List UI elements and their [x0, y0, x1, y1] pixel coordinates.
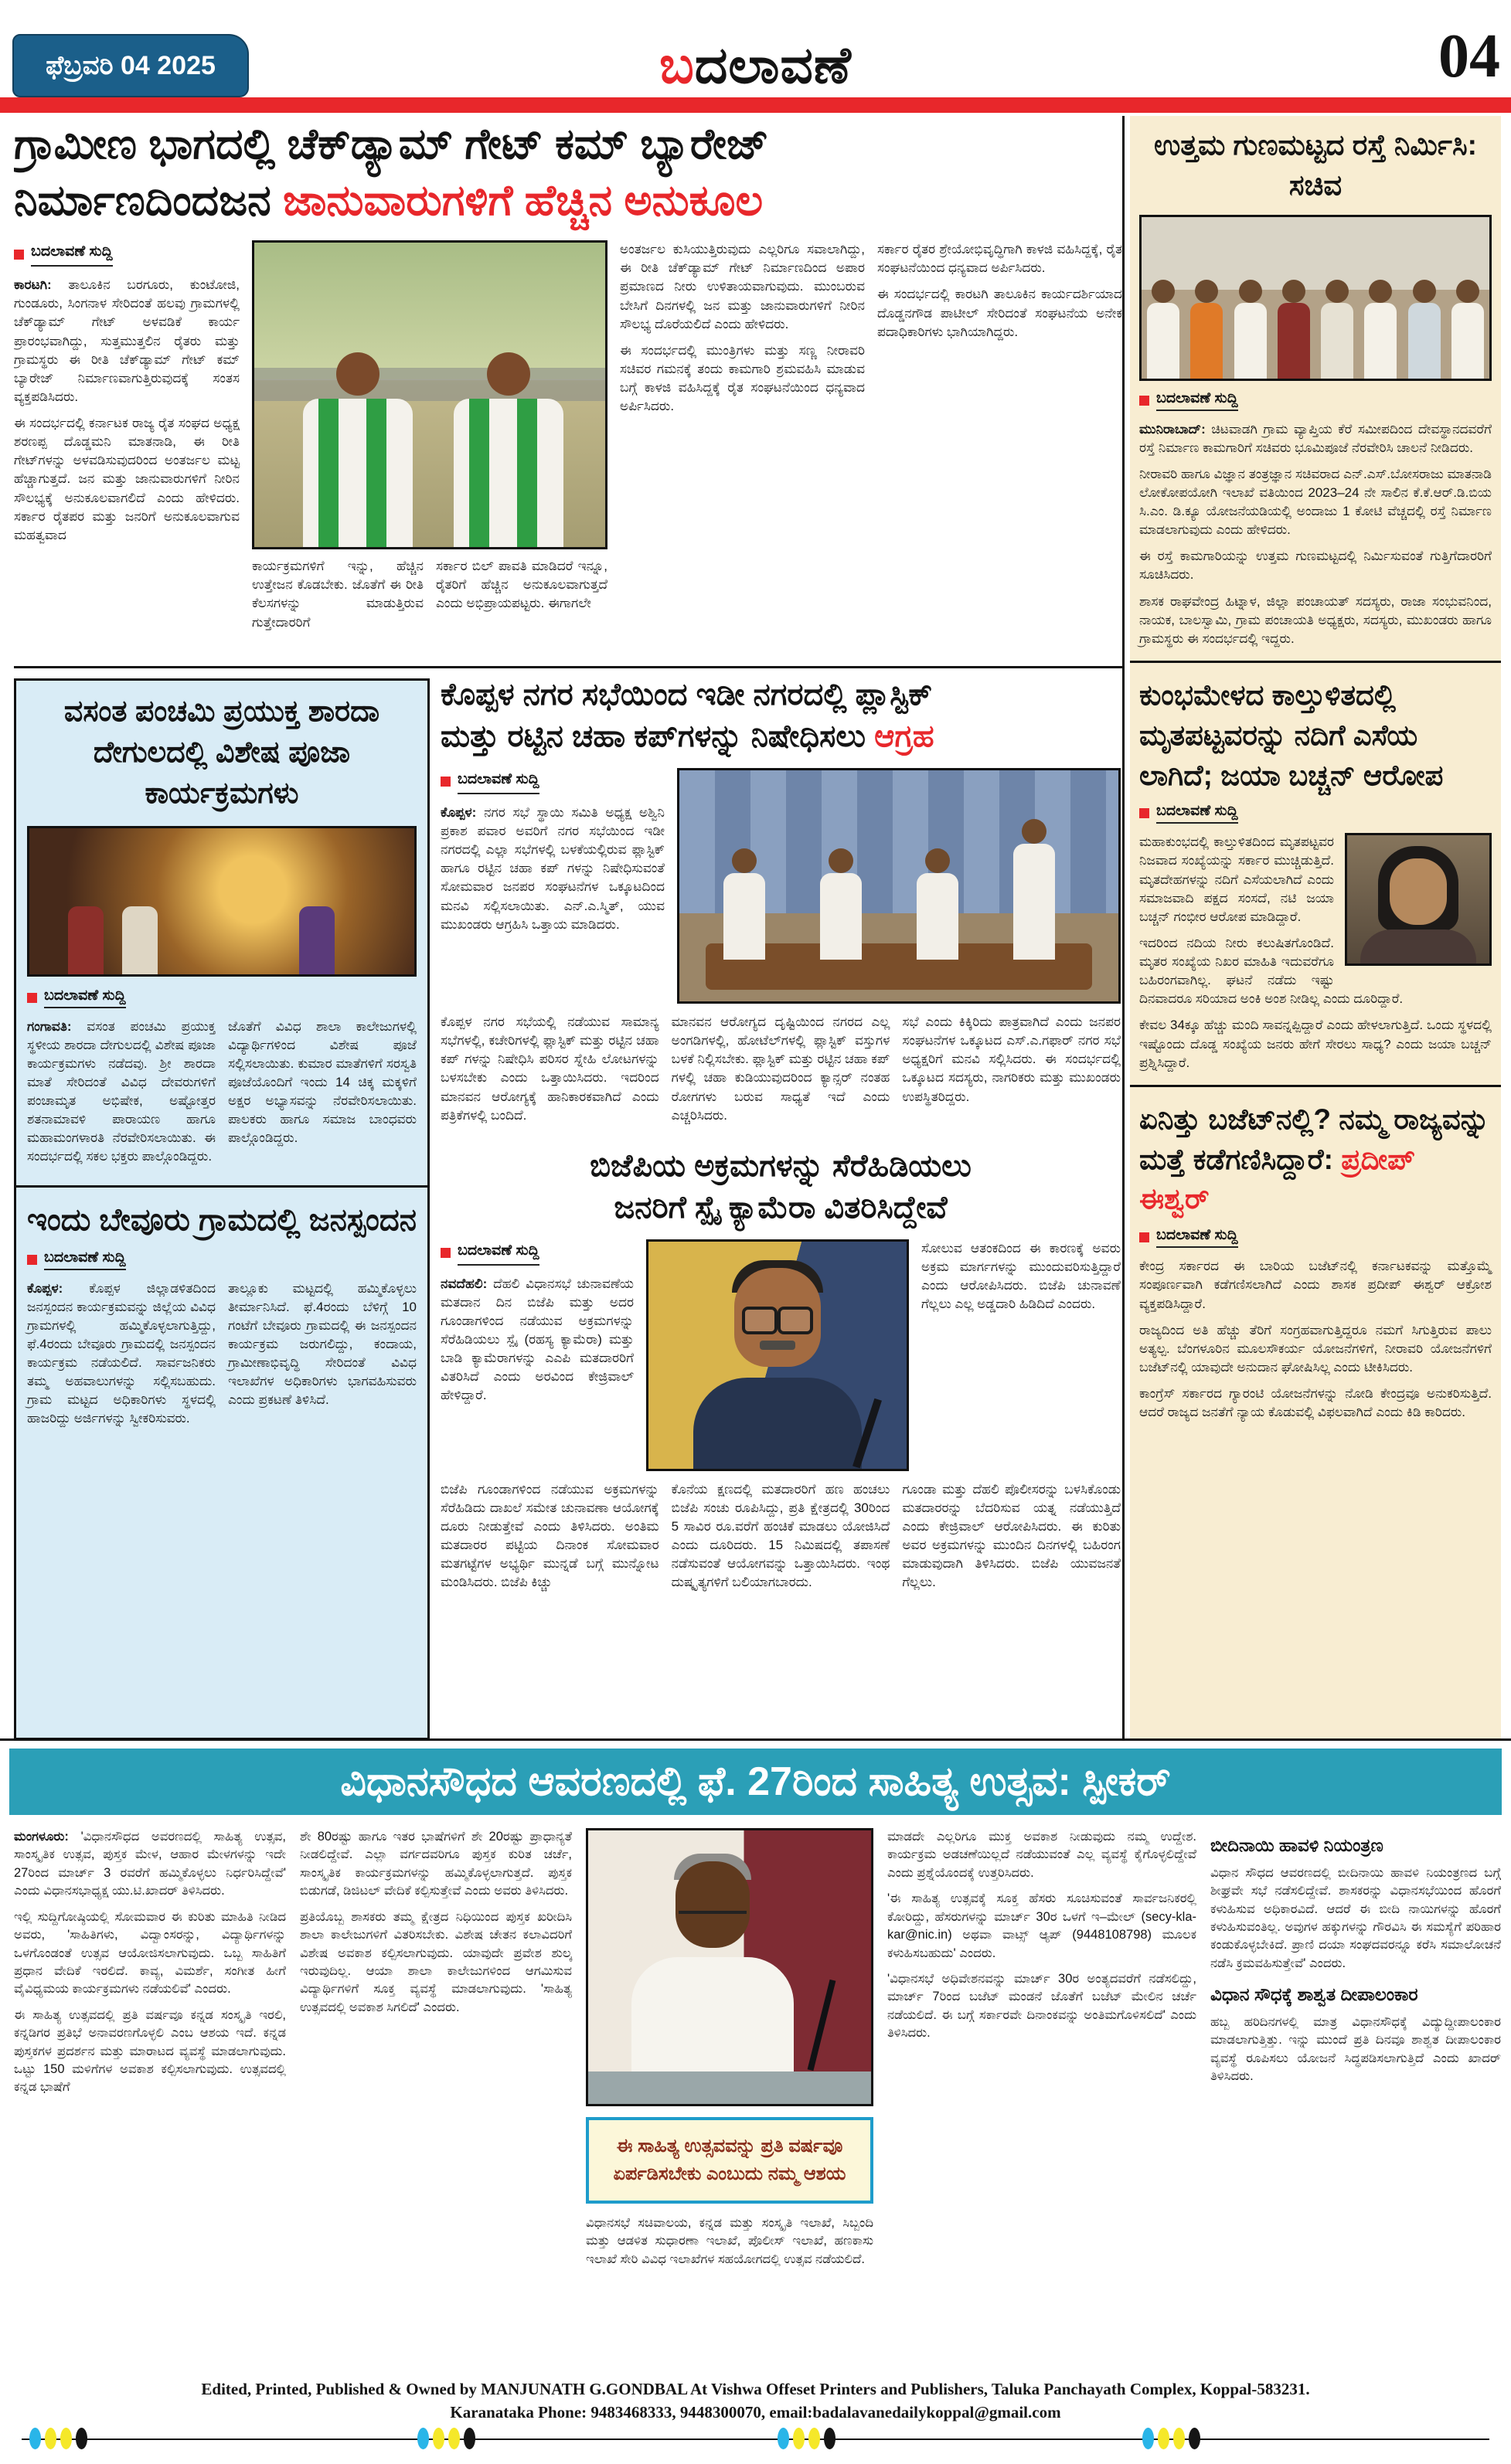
column-rule — [1122, 116, 1125, 1740]
pull-quote-box: ಈ ಸಾಹಿತ್ಯ ಉತ್ಸವವನ್ನು ಪ್ರತಿ ವರ್ಷವೂ ಏರ್ಪಡಿಸಬೇಕು ಎಂಬುದು ನಮ್ಮ ಆಶಯ — [586, 2117, 873, 2204]
panchami-headline: ವಸಂತ ಪಂಚಮಿ ಪ್ರಯುಕ್ತ ಶಾರದಾ ದೇಗುಲದಲ್ಲಿ ವಿಶೇಷ ಪೂಜಾ ಕಾರ್ಯಕ್ರಮಗಳು — [63, 695, 380, 811]
panchami-col2: ಜೊತೆಗೆ ವಿವಿಧ ಶಾಲಾ ಕಾಲೇಜುಗಳಲ್ಲಿ ವಿದ್ಯಾರ್ಥಿಗಳಿಂದ ವಿಶೇಷ ಪೂಜೆ ಸಲ್ಲಿಸಲಾಯಿತು. ಕುಮಾರ ಮಾತೆಗಳಿಗೆ ಸರಸ್ವತಿ ಪೂಜೆಯೊಂದಿಗೆ ಇಂದು 14 ಚಿಕ್ಕ ಮಕ್ಕಳಿಗೆ ಅಕ್ಷರ ಅಭ್ಯಾಸವನ್ನು ನೆರವೇರಿಸಲಾಯಿತು. ಪಾಲಕರು ಹಾಗೂ ಸಮಾಜ ಬಾಂಧವರು ಪಾಲ್ಗೊಂಡಿದ್ದರು. — [228, 1018, 417, 1146]
road-body: ಮುನಿರಾಬಾದ್: ಚಿಟವಾಡಗಿ ಗ್ರಾಮ ವ್ಯಾಪ್ತಿಯ ಕೆರೆ ಸಮೀಪದಿಂದ ದೇವಸ್ಥಾನದವರೆಗೆ ರಸ್ತೆ ನಿರ್ಮಾಣ ಕಾಮಗಾರಿಗೆ ಸಚಿವರು ಭೂಮಿಪೂಜೆ ನೆರವೇರಿಸಿ ಚಾಲನೆ ನೀಡಿದರು. ನೀರಾವರಿ ಹಾಗೂ ವಿಜ್ಞಾನ ತಂತ್ರಜ್ಞಾನ ಸಚಿವರಾದ ಎನ್.ಎಸ್.ಬೋಸರಾಜು ಮಾತನಾಡಿ ಲೋಕೋಪಯೋಗಿ ಇಲಾಖೆ ವತಿಯಿಂದ 2023–24 ನೇ ಸಾಲಿನ ಕೆ.ಕೆ.ಆರ್.ಡಿ.ಬಿಯ ಸಿ.ಎಂ. ಡಿ.ಕ್ಯೂ ಯೋಜನೆಯಡಿಯಲ್ಲಿ ಅಂದಾಜು 1 ಕೋಟಿ ವೆಚ್ಚದಲ್ಲಿ ರಸ್ತೆ ನಿರ್ಮಾಣ ಮಾಡಲಾಗುವುದು ಎಂದು ಹೇಳಿದರು. ಈ ರಸ್ತೆ ಕಾಮಗಾರಿಯನ್ನು ಉತ್ತಮ ಗುಣಮಟ್ಟದಲ್ಲಿ ನಿರ್ಮಿಸುವಂತೆ ಗುತ್ತಿಗೆದಾರರಿಗೆ ಸೂಚಿಸಿದರು. ಶಾಸಕ ರಾಘವೇಂದ್ರ ಹಿಟ್ನಾಳ, ಜಿಲ್ಲಾ ಪಂಚಾಯತ್ ಸದಸ್ಯರು, ರಾಜಾ ಸಂಭುವನಿಂದ, ನಾಯಕ, ಬಾಲಸ್ವಾಮಿ, ಗ್ರಾಮ ಪಂಚಾಯತಿ ಅಧ್ಯಕ್ಷರು, ಸದಸ್ಯರು, ಮುಖಂಡರು ಹಾಗೂ ಗ್ರಾಮಸ್ಥರು ಈ ಸಂದರ್ಭದಲ್ಲಿ ಇದ್ದರು. — [1139, 421, 1492, 646]
byline-bullet-icon — [14, 250, 24, 260]
official-figure — [917, 873, 958, 960]
byline-bullet-icon — [441, 777, 451, 787]
date-box — [12, 34, 249, 97]
dateline: ಕೊಪ್ಪಳ: — [441, 804, 477, 820]
crowd-figure — [1234, 303, 1267, 379]
page-number: 04 — [1438, 22, 1500, 90]
podium — [588, 2071, 871, 2104]
story-spy-camera — [441, 1145, 1121, 1592]
crowd-figure — [1190, 303, 1223, 379]
dateline: ಮುನಿರಾಬಾದ್: — [1139, 421, 1206, 437]
byline — [441, 770, 665, 794]
story-checkdam — [14, 116, 1122, 666]
byline — [27, 1249, 417, 1270]
checkdam-photo — [252, 240, 607, 549]
byline — [1139, 390, 1492, 411]
council-meeting-photo — [677, 768, 1121, 1004]
plastic-col2: ಮಾನವನ ಆರೋಗ್ಯದ ದೃಷ್ಟಿಯಿಂದ ನಗರದ ಎಲ್ಲ ಅಂಗಡಿಗಳಲ್ಲಿ, ಹೋಟೆಲ್‌ಗಳಲ್ಲಿ ಪ್ಲಾಸ್ಟಿಕ್ ವಸ್ತುಗಳ ಬಳಕೆ ನಿಲ್ಲಿಸಬೇಕು. ಪ್ಲಾಸ್ಟಿಕ್ ಮತ್ತು ರಟ್ಟಿನ ಚಹಾ ಕಪ್ ಗಳಲ್ಲಿ ಚಹಾ ಕುಡಿಯುವುದರಿಂದ ಕ್ಯಾನ್ಸರ್ ನಂತಹ ರೋಗಗಳು ಬರುವ ಸಾಧ್ಯತೆ ಇದೆ ಎಂದು ಎಚ್ಚರಿಸಿದರು. — [671, 1014, 890, 1123]
checkdam-col3: ಅಂತರ್ಜಲ ಕುಸಿಯುತ್ತಿರುವುದು ಎಲ್ಲರಿಗೂ ಸವಾಲಾಗಿದ್ದು, ಈ ರೀತಿ ಚೆಕ್‌ಡ್ಯಾಮ್ ಗೇಟ್ ನಿರ್ಮಾಣದಿಂದ ಅಪಾರ ಪ್ರಮಾಣದ ನೀರು ಉಳಿತಾಯವಾಗುವುದು. ಮುಂಬರುವ ಬೇಸಿಗೆ ದಿನಗಳಲ್ಲಿ ಜನ ಮತ್ತು ಜಾನುವಾರುಗಳಿಗೆ ನೀರಿನ ಸೌಲಭ್ಯ ದೊರೆಯಲಿದೆ ಎಂದು ಹೇಳಿದರು. ಈ ಸಂದರ್ಭದಲ್ಲಿ ಮುಂತ್ರಿಗಳು ಮತ್ತು ಸಣ್ಣ ನೀರಾವರಿ ಸಚಿವರ ಗಮನಕ್ಕೆ ತಂದು ಕಾಮಗಾರಿ ಶ್ರಮವಹಿಸಿ ಮಾಡುವ ಬಗ್ಗೆ ಕಾಳಜಿ ವಹಿಸಿದ್ದಕ್ಕೆ ರೈತ ಸಂಘಟನೆಯಿಂದ ಧನ್ಯವಾದ ಅರ್ಪಿಸಿದರು. — [620, 242, 865, 414]
subhead-lighting: ವಿಧಾನ ಸೌಧಕ್ಕೆ ಶಾಶ್ವತ ದೀಪಾಲಂಕಾರ — [1210, 1984, 1418, 2005]
checkdam-col4: ಸರ್ಕಾರ ರೈತರ ಶ್ರೇಯೋಭಿವೃದ್ಧಿಗಾಗಿ ಕಾಳಜಿ ವಹಿಸಿದ್ದಕ್ಕೆ, ರೈತ ಸಂಘಟನೆಯಿಂದ ಧನ್ಯವಾದ ಅರ್ಪಿಸಿದರು. ಈ ಸಂದರ್ಭದಲ್ಲಿ ಕಾರಟಗಿ ತಾಲೂಕಿನ ಕಾರ್ಯದರ್ಶಿಯಾದ ದೊಡ್ಡನಗೌಡ ಪಾಟೀಲ್ ಸೇರಿದಂತೆ ಸಂಘಟನೆಯ ಅನೇಕ ಪದಾಧಿಕಾರಿಗಳು ಭಾಗಿಯಾಗಿದ್ದರು. — [877, 242, 1122, 339]
byline-label: ಬದಲಾವಣೆ ಸುದ್ದಿ — [1156, 390, 1238, 411]
plastic-headline-red: ಆಗ್ರಹ — [874, 719, 934, 753]
crowd-figure — [1451, 303, 1484, 379]
masthead — [659, 36, 852, 97]
checkdam-headline-line2-red: ಜಾನುವಾರುಗಳಿಗೆ ಹೆಚ್ಚಿನ ಅನುಕೂಲ — [283, 175, 764, 224]
bevuru-col1: ಕೊಪ್ಪಳ: ಕೊಪ್ಪಳ ಜಿಲ್ಲಾಡಳಿತದಿಂದ ಜನಸ್ಪಂದನ ಕಾರ್ಯಕ್ರಮವನ್ನು ಜಿಲ್ಲೆಯ ವಿವಿಧ ಗ್ರಾಮಗಳಲ್ಲಿ ಹಮ್ಮಿಕೊಳ್ಳಲಾಗುತ್ತಿದ್ದು, ಫೆ.4ರಂದು ಬೇವೂರು ಗ್ರಾಮದಲ್ಲಿ ಜನಸ್ಪಂದನ ಕಾರ್ಯಕ್ರಮ ನಡೆಯಲಿದೆ. ಸಾರ್ವಜನಿಕರು ತಮ್ಮ ಅಹವಾಲುಗಳನ್ನು ಸಲ್ಲಿಸಬಹುದು. ಗ್ರಾಮ ಮಟ್ಟದ ಅಧಿಕಾರಿಗಳು ಸ್ಥಳದಲ್ಲಿ ಹಾಜರಿದ್ದು ಅರ್ಜಿಗಳನ್ನು ಸ್ವೀಕರಿಸುವರು. — [27, 1280, 216, 1426]
color-registration-group — [29, 2428, 87, 2449]
sahitya-col4: ಮಾಡದೇ ಎಲ್ಲರಿಗೂ ಮುಕ್ತ ಅವಕಾಶ ನೀಡುವುದು ನಮ್ಮ ಉದ್ದೇಶ. ಕಾರ್ಯಕ್ರಮ ಅಡಚಣೆಯಿಲ್ಲದೆ ನಡೆಯುವಂತೆ ಎಲ್ಲ ವ್ಯವಸ್ಥೆ ಕೈಗೊಳ್ಳಲಿದ್ದೇವೆ ಎಂದು ಪ್ರಶ್ನೆಯೊಂದಕ್ಕೆ ಉತ್ತರಿಸಿದರು. 'ಈ ಸಾಹಿತ್ಯ ಉತ್ಸವಕ್ಕೆ ಸೂಕ್ತ ಹೆಸರು ಸೂಚಿಸುವಂತೆ ಸಾರ್ವಜನಿಕರಲ್ಲಿ ಕೋರಿದ್ದು, ಹೆಸರುಗಳನ್ನು ಮಾರ್ಚ್ 30ರ ಒಳಗೆ ಇ–ಮೇಲ್ (secy-kla-kar@nic.in) ಅಥವಾ ವಾಟ್ಸ್ ಆ್ಯಪ್ (9448108798) ಮೂಲಕ ಕಳುಹಿಸಬಹುದು' ಎಂದರು. 'ವಿಧಾನಸಭೆ ಅಧಿವೇಶನವನ್ನು ಮಾರ್ಚ್ 30ರ ಅಂತ್ಯದವರೆಗೆ ನಡೆಸಲಿದ್ದು, ಮಾರ್ಚ್ 7ರಿಂದ ಬಜೆಟ್ ಮಂಡನೆ ಜೊತೆಗೆ ಬಜೆಟ್ ಮೇಲಿನ ಚರ್ಚೆ ನಡೆಯಲಿದೆ. ಈ ಬಗ್ಗೆ ಸರ್ಕಾರವೇ ದಿನಾಂಕವನ್ನು ಅಂತಿಮಗೊಳಿಸಲಿದೆ' ಎಂದು ತಿಳಿಸಿದರು. — [887, 1830, 1196, 2041]
devotee-figure — [68, 906, 104, 974]
jaya-bachchan-photo — [1345, 833, 1492, 966]
color-registration-group — [1142, 2428, 1200, 2449]
road-headline: ಉತ್ತಮ ಗುಣಮಟ್ಟದ ರಸ್ತೆ ನಿರ್ಮಿಸಿ: ಸಚಿವ — [1154, 129, 1477, 201]
story-kumbh — [1139, 675, 1492, 1072]
kejriwal-photo — [646, 1239, 909, 1471]
sahitya-col2: ಶೇ 80ರಷ್ಟು ಹಾಗೂ ಇತರ ಭಾಷೆಗಳಿಗೆ ಶೇ 20ರಷ್ಟು ಪ್ರಾಧಾನ್ಯತೆ ನೀಡಲಿದ್ದೇವೆ. ಎಲ್ಲಾ ವರ್ಗದವರಿಗೂ ಪುಸ್ತಕ ಕುರಿತ ಚರ್ಚೆ, ಸಾಂಸ್ಕೃತಿಕ ಕಾರ್ಯಕ್ರಮಗಳನ್ನು ಹಮ್ಮಿಕೊಳ್ಳಲಾಗುತ್ತದೆ. ಪುಸ್ತಕ ಬಿಡುಗಡೆ, ಡಿಜಿಟಲ್ ವೇದಿಕೆ ಕಲ್ಪಿಸುತ್ತೇವೆ ಎಂದು ಅವರು ತಿಳಿಸಿದರು. ಪ್ರತಿಯೊಬ್ಬ ಶಾಸಕರು ತಮ್ಮ ಕ್ಷೇತ್ರದ ನಿಧಿಯಿಂದ ಪುಸ್ತಕ ಖರೀದಿಸಿ ಶಾಲಾ ಕಾಲೇಜುಗಳಿಗೆ ವಿತರಿಸಬೇಕು. ವಿಶೇಷ ಚೇತನ ಕಲಾವಿದರಿಗೆ ವಿಶೇಷ ಅವಕಾಶ ಕಲ್ಪಿಸಲಾಗುವುದು. ಯಾವುದೇ ಪ್ರವೇಶ ಶುಲ್ಕ ಇರುವುದಿಲ್ಲ. ಆಯಾ ಶಾಲಾ ಕಾಲೇಜುಗಳಿಂದ ಆಗಮಿಸುವ ವಿದ್ಯಾರ್ಥಿಗಳಿಗೆ ಸೂಕ್ತ ವ್ಯವಸ್ಥೆ ಮಾಡಲಾಗುವುದು. 'ಸಾಹಿತ್ಯ ಉತ್ಸವದಲ್ಲಿ ಅವಕಾಶ ಸಿಗಲಿದೆ' ಎಂದರು. — [300, 1830, 572, 2014]
byline — [1139, 1227, 1492, 1248]
sahitya-col3: ಈ ಸಾಹಿತ್ಯ ಉತ್ಸವವನ್ನು ಪ್ರತಿ ವರ್ಷವೂ ಏರ್ಪಡಿಸಬೇಕು ಎಂಬುದು ನಮ್ಮ ಆಶಯ ವಿಧಾನಸಭೆ ಸಚಿವಾಲಯ, ಕನ್ನಡ ಮತ್ತು ಸಂಸ್ಕೃತಿ ಇಲಾಖೆ, ಸಿಬ್ಬಂದಿ ಮತ್ತು ಆಡಳಿತ ಸುಧಾರಣಾ ಇಲಾಖೆ, ಪೊಲೀಸ್ ಇಲಾಖೆ, ಹಣಕಾಸು ಇಲಾಖೆ ಸೇರಿ ವಿವಿಧ ಇಲಾಖೆಗಳ ಸಹಯೋಗದಲ್ಲಿ ಉತ್ಸವ ನಡೆಯಲಿದೆ. — [586, 1828, 873, 2369]
dateline: ಗಂಗಾವತಿ: — [27, 1018, 72, 1034]
checkdam-text-under-photo-left: ಕಾರ್ಯಕ್ರಮಗಳಿಗೆ ಇನ್ನು, ಹೆಚ್ಚಿನ ಉತ್ತೇಜನ ಕೊಡಬೇಕು. ಜೊತೆಗೆ ಈ ರೀತಿ ಕೆಲಸಗಳನ್ನು ಮಾಡುತ್ತಿರುವ ಗುತ್ತೇದಾರರಿಗೆ — [252, 559, 424, 630]
bevuru-headline: ಇಂದು ಬೇವೂರು ಗ್ರಾಮದಲ್ಲಿ ಜನಸ್ಪಂದನ — [27, 1202, 417, 1237]
spycam-headline: ಬಿಜೆಪಿಯ ಅಕ್ರಮಗಳನ್ನು ಸೆರೆಹಿಡಿಯಲು ಜನರಿಗೆ ಸ್ಪೈ ಕ್ಯಾಮೆರಾ ವಿತರಿಸಿದ್ದೇವೆ — [590, 1148, 972, 1225]
spycam-below-col3: ಗೂಂಡಾ ಮತ್ತು ದೆಹಲಿ ಪೊಲೀಸರನ್ನು ಬಳಸಿಕೊಂಡು ಮತದಾರರನ್ನು ಬೆದರಿಸುವ ಯತ್ನ ನಡೆಯುತ್ತಿದೆ ಎಂದು ಕೇಜ್ರಿವಾಲ್ ಆರೋಪಿಸಿದರು. ಈ ಕುರಿತು ಅವರ ಅಕ್ರಮಗಳನ್ನು ಮುಂದಿನ ದಿನಗಳಲ್ಲಿ ಬಹಿರಂಗ ಮಾಡುವುದಾಗಿ ತಿಳಿಸಿದರು. ಬಿಜೆಪಿ ಯುವಜನತೆ ಗೆಲ್ಲಲು. — [902, 1481, 1121, 1590]
plastic-col1: ಕೊಪ್ಪಳ ನಗರ ಸಭೆಯಲ್ಲಿ ನಡೆಯುವ ಸಾಮಾನ್ಯ ಸಭೆಗಳಲ್ಲಿ, ಕಚೇರಿಗಳಲ್ಲಿ ಪ್ಲಾಸ್ಟಿಕ್ ಮತ್ತು ರಟ್ಟಿನ ಚಹಾ ಕಪ್ ಗಳನ್ನು ನಿಷೇಧಿಸಿ ಪರಿಸರ ಸ್ನೇಹಿ ಲೋಟಗಳನ್ನು ಬಳಸಬೇಕು ಎಂದು ಒತ್ತಾಯಿಸಿದರು. ಇದರಿಂದ ಮಾನವನ ಆರೋಗ್ಯಕ್ಕೆ ಹಾನಿಕಾರಕವಾಗಿದೆ ಎಂದು ಪತ್ರಿಕೆಗಳಲ್ಲಿ ಬಂದಿದೆ. — [441, 1014, 659, 1123]
bevuru-col2: ತಾಲ್ಲೂಕು ಮಟ್ಟದಲ್ಲಿ ಹಮ್ಮಿಕೊಳ್ಳಲು ತೀರ್ಮಾನಿಸಿದೆ. ಫೆ.4ರಂದು ಬೆಳಿಗ್ಗೆ 10 ಗಂಟೆಗೆ ಬೇವೂರು ಗ್ರಾಮದಲ್ಲಿ ಈ ಜನಸ್ಪಂದನ ಕಾರ್ಯಕ್ರಮ ಜರುಗಲಿದ್ದು, ಕಂದಾಯ, ಗ್ರಾಮೀಣಾಭಿವೃದ್ಧಿ ಸೇರಿದಂತೆ ವಿವಿಧ ಇಲಾಖೆಗಳ ಅಧಿಕಾರಿಗಳು ಭಾಗವಹಿಸುವರು ಎಂದು ಪ್ರಕಟಣೆ ತಿಳಿಸಿದೆ. — [228, 1280, 417, 1408]
kumbh-body: ಮಹಾಕುಂಭದಲ್ಲಿ ಕಾಲ್ತುಳಿತದಿಂದ ಮೃತಪಟ್ಟವರ ನಿಜವಾದ ಸಂಖ್ಯೆಯನ್ನು ಸರ್ಕಾರ ಮುಚ್ಚಿಡುತ್ತಿದೆ. ಮೃತದೇಹಗಳನ್ನು ನದಿಗೆ ಎಸೆಯಲಾಗಿದೆ ಎಂದು ಸಮಾಜವಾದಿ ಪಕ್ಷದ ಸಂಸದೆ, ನಟಿ ಜಯಾ ಬಚ್ಚನ್ ಗಂಭೀರ ಆರೋಪ ಮಾಡಿದ್ದಾರೆ. ಇದರಿಂದ ನದಿಯ ನೀರು ಕಲುಷಿತಗೊಂಡಿದೆ. ಮೃತರ ಸಂಖ್ಯೆಯ ನಿಖರ ಮಾಹಿತಿ ಇದುವರೆಗೂ ಬಹಿರಂಗವಾಗಿಲ್ಲ. ಘಟನೆ ನಡೆದು ಇಷ್ಟು ದಿನವಾದರೂ ಸರಿಯಾದ ಅಂಕಿ ಅಂಶ ನೀಡಿಲ್ಲ ಎಂದು ದೂರಿದ್ದಾರೆ. ಕೇವಲ 34ಕ್ಕೂ ಹೆಚ್ಚು ಮಂದಿ ಸಾವನ್ನಪ್ಪಿದ್ದಾರೆ ಎಂದು ಹೇಳಲಾಗುತ್ತಿದೆ. ಒಂದು ಸ್ಥಳದಲ್ಲಿ ಇಷ್ಟೊಂದು ದೊಡ್ಡ ಸಂಖ್ಯೆಯ ಜನರು ಹೇಗೆ ಸೇರಲು ಸಾಧ್ಯ? ಎಂದು ಜಯಾ ಬಚ್ಚನ್ ಪ್ರಶ್ನಿಸಿದ್ದಾರೆ. — [1139, 834, 1492, 1070]
byline — [27, 987, 417, 1008]
registration-marks — [22, 2439, 1489, 2440]
spycam-col1: ಬದಲಾವಣೆ ಸುದ್ದಿ ನವದೆಹಲಿ: ದೆಹಲಿ ವಿಧಾನಸಭೆ ಚುನಾವಣೆಯ ಮತದಾನ ದಿನ ಬಿಜೆಪಿ ಮತ್ತು ಅದರ ಗೂಂಡಾಗಳಿಂದ ನಡೆಯುವ ಅಕ್ರಮಗಳನ್ನು ಸೆರೆಹಿಡಿಯಲು ಸ್ಪೈ (ರಹಸ್ಯ ಕ್ಯಾಮೆರಾ) ಮತ್ತು ಬಾಡಿ ಕ್ಯಾಮೆರಾಗಳನ್ನು ಎಎಪಿ ಮತದಾರರಿಗೆ ವಿತರಿಸಿದೆ ಎಂದು ಅರವಿಂದ ಕೇಜ್ರಿವಾಲ್ ಹೇಳಿದ್ದಾರೆ. — [441, 1242, 634, 1403]
story-road-quality — [1139, 125, 1492, 648]
plastic-headline: ಕೊಪ್ಪಳ ನಗರ ಸಭೆಯಿಂದ ಇಡೀ ನಗರದಲ್ಲಿ ಪ್ಲಾಸ್ಟಿಕ್ ಮತ್ತು ರಟ್ಟಿನ ಚಹಾ ಕಪ್‌ಗಳನ್ನು ನಿಷೇಧಿಸಲು ಆಗ್ರಹ — [441, 678, 934, 753]
glasses — [737, 1307, 818, 1330]
kumbh-headline: ಕುಂಭಮೇಳದ ಕಾಲ್ತುಳಿತದಲ್ಲಿ ಮೃತಪಟ್ಟವರನ್ನು ನದಿಗೆ ಎಸೆಯ ಲಾಗಿದೆ; ಜಯಾ ಬಚ್ಚನ್ ಆರೋಪ — [1139, 678, 1444, 791]
right-column — [1130, 116, 1501, 1740]
official-figure — [1013, 844, 1055, 960]
devotee-figure — [299, 906, 335, 974]
checkdam-headline-line2: ನಿರ್ಮಾಣದಿಂದಜನ — [14, 175, 271, 224]
subhead-stray-dogs: ಬೀದಿನಾಯಿ ಹಾವಳಿ ನಿಯಂತ್ರಣ — [1210, 1835, 1383, 1855]
masthead-rest: ದಲಾವಣೆ — [694, 36, 852, 93]
divider — [1130, 1085, 1501, 1087]
date-text: ಫೆಬ್ರವರಿ 04 2025 — [46, 50, 216, 80]
byline-label: ಬದಲಾವಣೆ ಸುದ್ದಿ — [1156, 803, 1238, 824]
checkdam-text-under-photo-right: ಸರ್ಕಾರ ಬಿಲ್ ಪಾವತಿ ಮಾಡಿದರೆ ಇನ್ನೂ, ರೈತರಿಗೆ ಹೆಚ್ಚಿನ ಅನುಕೂಲವಾಗುತ್ತದೆ ಎಂದು ಅಭಿಪ್ರಾಯಪಟ್ಟರು. ಈಗಾಗಲೇ — [436, 559, 607, 611]
byline-label: ಬದಲಾವಣೆ ಸುದ್ದಿ — [458, 770, 539, 794]
byline-label: ಬದಲಾವಣೆ ಸುದ್ದಿ — [44, 1249, 126, 1270]
story-budget — [1139, 1099, 1492, 1422]
divider — [14, 666, 1122, 668]
plastic-lead-col: ಬದಲಾವಣೆ ಸುದ್ದಿ ಕೊಪ್ಪಳ: ನಗರ ಸಭೆ ಸ್ಥಾಯಿ ಸಮಿತಿ ಅಧ್ಯಕ್ಷ ಅಶ್ವಿನಿ ಪ್ರಕಾಶ ಪವಾರ ಅವರಿಗೆ ನಗರ ಸಭೆಯಿಂದ ಇಡೀ ನಗರದಲ್ಲಿ ಎಲ್ಲಾ ಸಭೆಗಳಲ್ಲಿ ಬಳಕೆಯಲ್ಲಿರುವ ಪ್ಲಾಸ್ಟಿಕ್ ಹಾಗೂ ರಟ್ಟಿನ ಚಹಾ ಕಪ್ ಗಳನ್ನು ನಿಷೇಧಿಸುವಂತೆ ಸೋಮವಾರ ಜನಪರ ಸಂಘಟನೆಗಳ ಒಕ್ಕೂಟದಿಂದ ಮನವಿ ಸಲ್ಲಿಸಲಾಯಿತು. ಎನ್.ಎ.ಸ್ಮಿತ್, ಯುವ ಮುಖಂಡರು ಆಗ್ರಹಿಸಿ ಒತ್ತಾಯ ಮಾಡಿದರು. — [441, 771, 665, 932]
sahitya-banner-headline: ವಿಧಾನಸೌಧದ ಆವರಣದಲ್ಲಿ ಫೆ. 27ರಿಂದ ಸಾಹಿತ್ಯ ಉತ್ಸವ: ಸ್ಪೀಕರ್ — [9, 1749, 1502, 1815]
byline-bullet-icon — [27, 993, 37, 1003]
farmer-figure-right — [451, 352, 567, 547]
story-sahitya-utsava — [14, 1828, 1501, 2369]
temple-photo — [27, 826, 417, 977]
spycam-col3: ಸೋಲುವ ಆತಂಕದಿಂದ ಈ ಕಾರಣಕ್ಕೆ ಅವರು ಅಕ್ರಮ ಮಾರ್ಗಗಳನ್ನು ಮುಂದುವರಿಸುತ್ತಿದ್ದಾರೆ ಎಂದು ಆರೋಪಿಸಿದರು. ಬಿಜೆಪಿ ಚುನಾವಣೆ ಗೆಲ್ಲಲು ಎಲ್ಲ ಅಡ್ಡದಾರಿ ಹಿಡಿದಿದೆ ಎಂದರು. — [921, 1240, 1121, 1312]
checkdam-photo-block — [252, 240, 607, 632]
dateline: ಮಂಗಳೂರು: — [14, 1830, 69, 1844]
official-figure — [820, 873, 862, 960]
budget-body: ಕೇಂದ್ರ ಸರ್ಕಾರದ ಈ ಬಾರಿಯ ಬಜೆಟ್‌ನಲ್ಲಿ ಕರ್ನಾಟಕವನ್ನು ಮತ್ತೊಮ್ಮೆ ಸಂಪೂರ್ಣವಾಗಿ ಕಡೆಗಣಿಸಲಾಗಿದೆ ಎಂದು ಶಾಸಕ ಪ್ರದೀಪ್ ಈಶ್ವರ್ ಆಕ್ರೋಶ ವ್ಯಕ್ತಪಡಿಸಿದ್ದಾರೆ. ರಾಜ್ಯದಿಂದ ಅತಿ ಹೆಚ್ಚು ತೆರಿಗೆ ಸಂಗ್ರಹವಾಗುತ್ತಿದ್ದರೂ ನಮಗೆ ಸಿಗುತ್ತಿರುವ ಪಾಲು ಅತ್ಯಲ್ಪ. ಬೆಂಗಳೂರಿನ ಮೂಲಸೌಕರ್ಯ ಯೋಜನೆಗಳಿಗೆ, ನೀರಾವರಿ ಯೋಜನೆಗಳಿಗೆ ಬಜೆಟ್‌ನಲ್ಲಿ ಯಾವುದೇ ಅನುದಾನ ಘೋಷಿಸಿಲ್ಲ ಎಂದು ಟೀಕಿಸಿದರು. ಕಾಂಗ್ರೆಸ್ ಸರ್ಕಾರದ ಗ್ಯಾರಂಟಿ ಯೋಜನೆಗಳನ್ನು ನೋಡಿ ಕೇಂದ್ರವೂ ಅನುಕರಿಸುತ್ತಿದೆ. ಆದರೆ ರಾಜ್ಯದ ಜನತೆಗೆ ನ್ಯಾಯ ಕೊಡುವಲ್ಲಿ ವಿಫಲವಾಗಿದೆ ಎಂದು ಕಿಡಿ ಕಾರಿದರು. — [1139, 1259, 1492, 1420]
dateline: ಕಾರಟಗಿ: — [14, 277, 52, 293]
byline — [14, 242, 240, 267]
byline-bullet-icon — [1139, 1232, 1149, 1242]
byline — [1139, 803, 1492, 824]
budget-headline-red: ಪ್ರದೀಪ್ ಈಶ್ವರ್ — [1139, 1143, 1415, 1215]
checkdam-col1: ಬದಲಾವಣೆ ಸುದ್ದಿ ಕಾರಟಗಿ: ತಾಲೂಕಿನ ಬರಗೂರು, ಕುಂಟೋಜಿ, ಗುಂಡೂರು, ಸಿಂಗನಾಳ ಸೇರಿದಂತೆ ಹಲವು ಗ್ರಾಮಗಳಲ್ಲಿ ಚೆಕ್‌ಡ್ಯಾಮ್ ಗೇಟ್ ಅಳವಡಿಕೆ ಕಾರ್ಯ ಪ್ರಾರಂಭವಾಗಿದ್ದು, ಸುತ್ತಮುತ್ತಲಿನ ರೈತರು ಮತ್ತು ಗ್ರಾಮಸ್ಥರು ಈ ರೀತಿ ಚೆಕ್‌ಡ್ಯಾಮ್ ಗೇಟ್ ಕಮ್ ಬ್ಯಾರೇಜ್ ನಿರ್ಮಾಣವಾಗುತ್ತಿರುವುದಕ್ಕೆ ಸಂತಸ ವ್ಯಕ್ತಪಡಿಸಿದರು. ಈ ಸಂದರ್ಭದಲ್ಲಿ ಕರ್ನಾಟಕ ರಾಜ್ಯ ರೈತ ಸಂಘದ ಅಧ್ಯಕ್ಷ ಶರಣಪ್ಪ ದೊಡ್ಡಮನಿ ಮಾತನಾಡಿ, ಈ ರೀತಿ ಗೇಟ್‌ಗಳನ್ನು ಅಳವಡಿಸುವುದರಿಂದ ಅಂತರ್ಜಲ ಮಟ್ಟ ಹೆಚ್ಚಾಗುತ್ತದೆ. ಜನ ಮತ್ತು ಜಾನುವಾರುಗಳಿಗೆ ನೀರಿನ ಸೌಲಭ್ಯಕ್ಕೆ ಅನುಕೂಲವಾಗಲಿದೆ ಎಂದು ಹೇಳಿದರು. ಸರ್ಕಾರ ರೈತಪರ ಮತ್ತು ಜನರಿಗೆ ಅನುಕೂಲವಾಗುವ ಮಹತ್ವವಾದ — [14, 243, 240, 542]
crowd-figure — [1321, 303, 1353, 379]
divider — [16, 1185, 427, 1188]
byline-label: ಬದಲಾವಣೆ ಸುದ್ದಿ — [31, 242, 113, 267]
panchami-col1: ಗಂಗಾವತಿ: ವಸಂತ ಪಂಚಮಿ ಪ್ರಯುಕ್ತ ಸ್ಥಳೀಯ ಶಾರದಾ ದೇಗುಲದಲ್ಲಿ ವಿಶೇಷ ಪೂಜಾ ಕಾರ್ಯಕ್ರಮಗಳು ನಡೆದವು. ಶ್ರೀ ಶಾರದಾ ಮಾತೆ ಸೇರಿದಂತೆ ವಿವಿಧ ದೇವರುಗಳಿಗೆ ಪಂಚಾಮೃತ ಅಭಿಷೇಕ, ಅಷ್ಟೋತ್ತರ ಶತನಾಮಾವಳಿ ಪಾರಾಯಣ ಹಾಗೂ ಮಹಾಮಂಗಳಾರತಿ ನೆರವೇರಿಸಲಾಯಿತು. ಈ ಸಂದರ್ಭದಲ್ಲಿ ಸಕಲ ಭಕ್ತರು ಪಾಲ್ಗೊಂಡಿದ್ದರು. — [27, 1018, 216, 1164]
sahitya-col5: ಬೀದಿನಾಯಿ ಹಾವಳಿ ನಿಯಂತ್ರಣ ವಿಧಾನ ಸೌಧದ ಆವರಣದಲ್ಲಿ ಬೀದಿನಾಯಿ ಹಾವಳಿ ನಿಯಂತ್ರಣದ ಬಗ್ಗೆ ಶೀಘ್ರವೇ ಸಭೆ ನಡೆಸಲಿದ್ದೇವೆ. ಶಾಸಕರನ್ನು ವಿಧಾನಸಭೆಯಿಂದ ಹೊರಗೆ ಕಳುಹಿಸುವ ಅಧಿಕಾರವಿದೆ. ಆದರೆ ಈ ಬೀದಿ ನಾಯಿಗಳನ್ನು ಹೊರಗೆ ಕಳುಹಿಸುವಂತಿಲ್ಲ. ಅವುಗಳ ಹಕ್ಕುಗಳನ್ನು ಗೌರವಿಸಿ ಈ ಸಮಸ್ಯೆಗೆ ಪರಿಹಾರ ಕಂಡುಕೊಳ್ಳಬೇಕಿದೆ. ಪ್ರಾಣಿ ದಯಾ ಸಂಘದವರನ್ನೂ ಕರೆಸಿ ಸಮಾಲೋಚನೆ ನಡೆಸಿ ಕ್ರಮವಹಿಸುತ್ತೇವೆ' ಎಂದರು. ವಿಧಾನ ಸೌಧಕ್ಕೆ ಶಾಶ್ವತ ದೀಪಾಲಂಕಾರ ಹಬ್ಬ ಹರಿದಿನಗಳಲ್ಲಿ ಮಾತ್ರ ವಿಧಾನಸೌಧಕ್ಕೆ ವಿದ್ಯುದ್ದೀಪಾಲಂಕಾರ ಮಾಡಲಾಗುತ್ತಿತ್ತು. ಇನ್ನು ಮುಂದೆ ಪ್ರತಿ ದಿನವೂ ಶಾಶ್ವತ ದೀಪಾಲಂಕಾರ ವ್ಯವಸ್ಥೆ ರೂಪಿಸಲು ಯೋಜನೆ ಸಿದ್ಧಪಡಿಸಲಾಗುತ್ತಿದೆ ಎಂದು ಖಾದರ್ ತಿಳಿಸಿದರು. — [1210, 1828, 1501, 2369]
color-registration-group — [778, 2428, 835, 2449]
crowd-figure — [1364, 303, 1397, 379]
byline-bullet-icon — [1139, 396, 1149, 406]
imprint-line2: Karanataka Phone: 9483468333, 9448300070, email:badalavanedailykoppal@gmail.com — [450, 2403, 1061, 2422]
plastic-col3: ಸಭೆ ಎಂದು ಕಿಕ್ಕಿರಿದು ಪಾತ್ರವಾಗಿದೆ ಎಂದು ಜನಪರ ಸಂಘಟನೆಗಳ ಒಕ್ಕೂಟದ ಎಸ್.ಎ.ಗಫಾರ್ ನಗರ ಸಭೆ ಅಧ್ಯಕ್ಷರಿಗೆ ಮನವಿ ಸಲ್ಲಿಸಿದರು. ಈ ಸಂದರ್ಭದಲ್ಲಿ ಒಕ್ಕೂಟದ ಸದಸ್ಯರು, ನಾಗರಿಕರು ಮತ್ತು ಮುಖಂಡರು ಉಪಸ್ಥಿತರಿದ್ದರು. — [902, 1014, 1121, 1104]
dateline: ಕೊಪ್ಪಳ: — [27, 1280, 63, 1296]
masthead-lead-letter: ಬ — [659, 36, 695, 93]
byline — [441, 1241, 634, 1266]
divider — [1130, 661, 1501, 663]
crowd-figure — [1408, 303, 1441, 379]
color-registration-group — [417, 2428, 475, 2449]
center-stories — [441, 674, 1121, 1740]
story-plastic-ban — [441, 674, 1121, 1125]
spycam-below-col1: ಬಿಜೆಪಿ ಗೂಂಡಾಗಳಿಂದ ನಡೆಯುವ ಅಕ್ರಮಗಳನ್ನು ಸೆರೆಹಿಡಿದು ದಾಖಲೆ ಸಮೇತ ಚುನಾವಣಾ ಆಯೋಗಕ್ಕೆ ದೂರು ನೀಡುತ್ತೇವೆ ಎಂದು ತಿಳಿಸಿದರು. ಅಂತಿಮ ಮತದಾರರ ಪಟ್ಟಿಯ ದಿನಾಂಕ ಸೋಮವಾರ ಮತಗಟ್ಟೆಗಳ ಅಭ್ಯರ್ಥಿ ಮುನ್ನಡೆ ಬಗ್ಗೆ ಮುನ್ನೋಟ ಮಂಡಿಸಿದರು. ಬಿಜೆಪಿ ಕಿಚ್ಚು — [441, 1481, 659, 1590]
checkdam-headline-line1: ಗ್ರಾಮೀಣ ಭಾಗದಲ್ಲಿ ಚೆಕ್‌ಡ್ಯಾಮ್ ಗೇಟ್ ಕಮ್ ಬ್ಯಾರೇಜ್ — [14, 120, 769, 168]
crowd-figure — [1278, 303, 1310, 379]
byline-bullet-icon — [441, 1248, 451, 1258]
byline-bullet-icon — [27, 1255, 37, 1265]
imprint-line1: Edited, Printed, Published & Owned by MANJUNATH G.GONDBAL At Vishwa Offeset Printers and Publishers, Taluka Panchayath Complex, Koppal-583231. — [201, 2380, 1310, 2398]
checkdam-headline — [14, 116, 1122, 228]
byline-bullet-icon — [1139, 808, 1149, 818]
khader-photo — [586, 1828, 873, 2106]
official-figure — [723, 873, 765, 960]
budget-headline: ಏನಿತ್ತು ಬಜೆಟ್‌ನಲ್ಲಿ? ನಮ್ಮ ರಾಜ್ಯವನ್ನು ಮತ್ತೆ ಕಡೆಗಣಿಸಿದ್ದಾರೆ: ಪ್ರದೀಪ್ ಈಶ್ವರ್ — [1139, 1103, 1490, 1215]
glasses — [679, 1892, 747, 1914]
byline-label: ಬದಲಾವಣೆ ಸುದ್ದಿ — [458, 1241, 539, 1266]
microphone — [808, 1980, 836, 2071]
devotee-figure — [122, 906, 158, 974]
crowd-figure — [1147, 303, 1179, 379]
sahitya-col1: ಮಂಗಳೂರು: 'ವಿಧಾನಸೌಧದ ಅವರಣದಲ್ಲಿ ಸಾಹಿತ್ಯ ಉತ್ಸವ, ಸಾಂಸ್ಕೃತಿಕ ಉತ್ಸವ, ಪುಸ್ತಕ ಮೇಳ, ಆಹಾರ ಮೇಳಗಳನ್ನು ಇದೇ 27ರಿಂದ ಮಾರ್ಚ್ 3 ರವರೆಗೆ ಹಮ್ಮಿಕೊಳ್ಳಲು ನಿರ್ಧರಿಸಿದ್ದೇವೆ' ಎಂದು ವಿಧಾನಸಭಾಧ್ಯಕ್ಷ ಯು.ಟಿ.ಖಾದರ್ ತಿಳಿಸಿದರು. ಇಲ್ಲಿ ಸುದ್ದಿಗೋಷ್ಠಿಯಲ್ಲಿ ಸೋಮವಾರ ಈ ಕುರಿತು ಮಾಹಿತಿ ನೀಡಿದ ಅವರು, 'ಸಾಹಿತಿಗಳು, ವಿದ್ವಾಂಸರನ್ನು, ವಿದ್ಯಾರ್ಥಿಗಳನ್ನು ಒಳಗೊಂಡಂತೆ ಉತ್ಸವ ಆಯೋಜಿಸಲಾಗುವುದು. ಒಬ್ಬ ಸಾಹಿತಿಗೆ ಪ್ರಧಾನ ವೇದಿಕೆ ಇರಲಿದೆ. ಕಾವ್ಯ, ವಿಮರ್ಶೆ, ಸಂಗೀತ ಹೀಗೆ ವೈವಿಧ್ಯಮಯ ಕಾರ್ಯಕ್ರಮಗಳು ನಡೆಯಲಿವೆ' ಎಂದರು. ಈ ಸಾಹಿತ್ಯ ಉತ್ಸವದಲ್ಲಿ ಪ್ರತಿ ವರ್ಷವೂ ಕನ್ನಡ ಸಂಸ್ಕೃತಿ ಇರಲಿ, ಕನ್ನಡಿಗರ ಪ್ರತಿಭೆ ಅನಾವರಣಗೊಳ್ಳಲಿ ಎಂಬ ಆಶಯ ಇದೆ. ಕನ್ನಡ ಪುಸ್ತಕಗಳ ಪ್ರದರ್ಶನ ಮತ್ತು ಮಾರಾಟದ ವ್ಯವಸ್ಥೆ ಮಾಡಲಾಗುವುದು. ಒಟ್ಟು 150 ಮಳಿಗೆಗಳ ಅವಕಾಶ ಕಲ್ಪಿಸಲಾಗುವುದು. ಉತ್ಸವದಲ್ಲಿ ಕನ್ನಡ ಭಾಷೆಗೆ — [14, 1830, 286, 2095]
farmer-figure-left — [300, 352, 416, 547]
header-red-rule — [0, 97, 1511, 113]
panel-local-news — [14, 678, 430, 1740]
byline-label: ಬದಲಾವಣೆ ಸುದ್ದಿ — [44, 987, 126, 1008]
spycam-below-col2: ಕೊನೆಯ ಕ್ಷಣದಲ್ಲಿ ಮತದಾರರಿಗೆ ಹಣ ಹಂಚಲು ಬಿಜೆಪಿ ಸಂಚು ರೂಪಿಸಿದ್ದು, ಪ್ರತಿ ಕ್ಷೇತ್ರದಲ್ಲಿ 30ರಿಂದ 5 ಸಾವಿರ ರೂ.ವರೆಗೆ ಹಂಚಿಕೆ ಮಾಡಲು ಯೋಜಿಸಿದೆ ಎಂದು ದೂರಿದರು. 15 ನಿಮಿಷದಲ್ಲಿ ತಪಾಸಣೆ ನಡೆಸುವಂತೆ ಆಯೋಗವನ್ನು ಒತ್ತಾಯಿಸಿದರು. ಇಂಥ ದುಷ್ಕೃತ್ಯಗಳಿಗೆ ಬಲಿಯಾಗಬಾರದು. — [671, 1481, 890, 1590]
divider — [0, 1738, 1511, 1741]
dateline: ನವದೆಹಲಿ: — [441, 1276, 488, 1291]
minister-event-photo — [1139, 215, 1492, 381]
byline-label: ಬದಲಾವಣೆ ಸುದ್ದಿ — [1156, 1227, 1238, 1248]
